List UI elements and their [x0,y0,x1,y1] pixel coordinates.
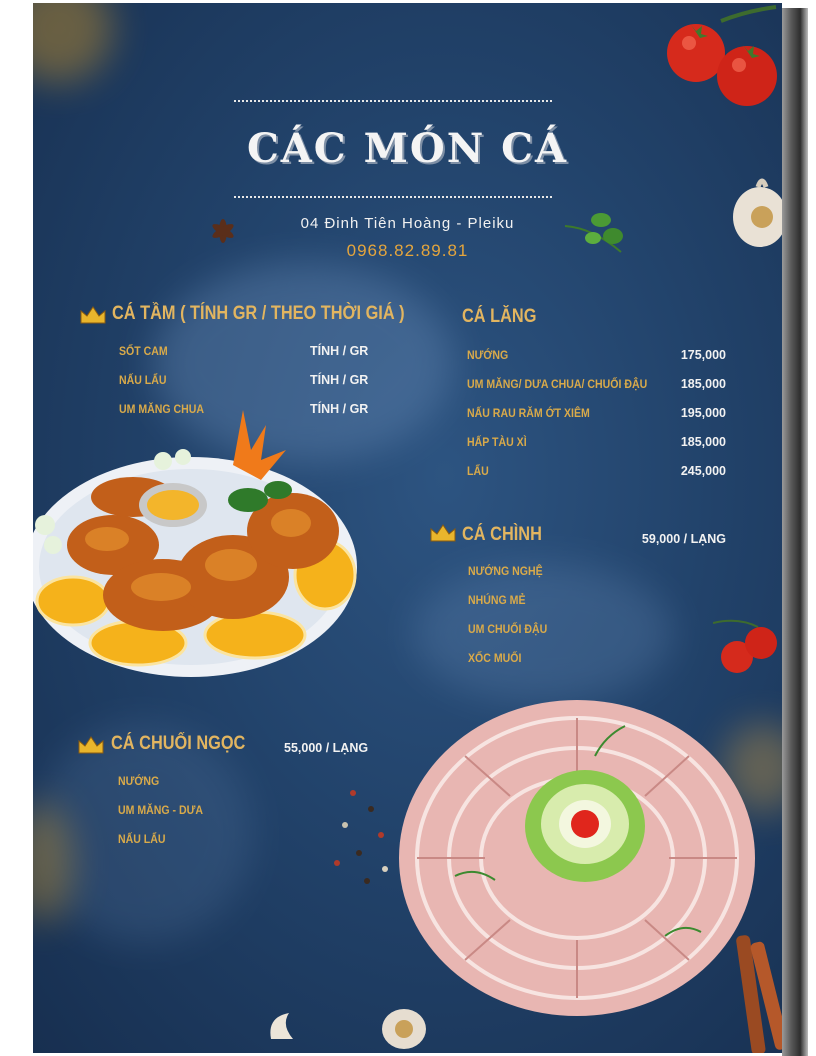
menu-item-name: NƯỚNG [118,774,160,788]
menu-item-name: UM MĂNG CHUA [119,402,205,416]
menu-item-name: NƯỚNG NGHỆ [468,564,543,578]
section-price-ca-chinh: 59,000 / LẠNG [641,532,726,546]
crown-icon [79,305,107,325]
menu-item-name: NẤU LẨU [119,373,167,387]
cherry-tomatoes-image [713,615,782,681]
header-divider-top [234,100,552,102]
menu-item-name: UM CHUỐI ĐẬU [468,622,548,636]
herb-leaf-icon [563,206,627,258]
menu-item-name: LẨU [467,464,489,478]
crown-icon [77,735,105,755]
menu-item-name: NHÚNG MẺ [468,593,526,607]
menu-item-name: XỐC MUỐI [468,651,522,665]
menu-item-name: HẤP TÀU XÌ [467,435,527,449]
menu-item-name: NẤU LẨU [118,832,166,846]
menu-item-price: 185,000 [680,435,726,449]
header-divider-bottom [234,196,552,198]
tomatoes-image [661,3,782,118]
menu-item-name: NƯỚNG [467,348,509,362]
menu-item-price: 245,000 [680,464,726,478]
section-title-ca-chuoi-ngoc: CÁ CHUỐI NGỌC [111,733,246,754]
menu-item-price: 185,000 [680,377,726,391]
menu-item-name: UM MĂNG - DƯA [118,803,204,817]
page-shadow [782,8,808,1056]
cinnamon-sticks-image [735,929,782,1053]
section-title-ca-chinh: CÁ CHÌNH [462,524,542,545]
phone-number: 0968.82.89.81 [346,241,469,260]
garlic-icon [728,171,782,253]
section-title-ca-lang: CÁ LĂNG [462,306,537,327]
address: 04 Đinh Tiên Hoàng - Pleiku [300,215,515,232]
page-title: CÁC MÓN CÁ [246,125,569,172]
garlic-clove-image [267,1011,297,1043]
menu-item-name: UM MĂNG/ DƯA CHUA/ CHUỐI ĐẬU [467,377,648,391]
peppercorns-image [323,773,403,893]
fried-fish-dish-image [33,405,363,683]
star-anise-icon [201,209,245,253]
crown-icon [429,523,457,543]
spice-splash [33,3,113,83]
section-price-ca-chuoi-ngoc: 55,000 / LẠNG [284,741,369,755]
menu-item-price: TÍNH / GR [310,373,369,387]
menu-item-price: TÍNH / GR [310,402,369,416]
menu-page [33,3,782,1053]
menu-item-name: SỐT CAM [119,344,168,358]
garlic-bulb-image [378,1001,430,1053]
menu-item-price: 175,000 [680,348,726,362]
menu-item-price: TÍNH / GR [310,344,369,358]
menu-item-price: 195,000 [680,406,726,420]
sliced-fish-dish-image [395,696,757,1018]
menu-item-name: NẤU RAU RĂM ỚT XIÊM [467,406,590,420]
section-title-ca-tam: CÁ TẦM ( TÍNH GR / THEO THỜI GIÁ ) [112,303,405,324]
